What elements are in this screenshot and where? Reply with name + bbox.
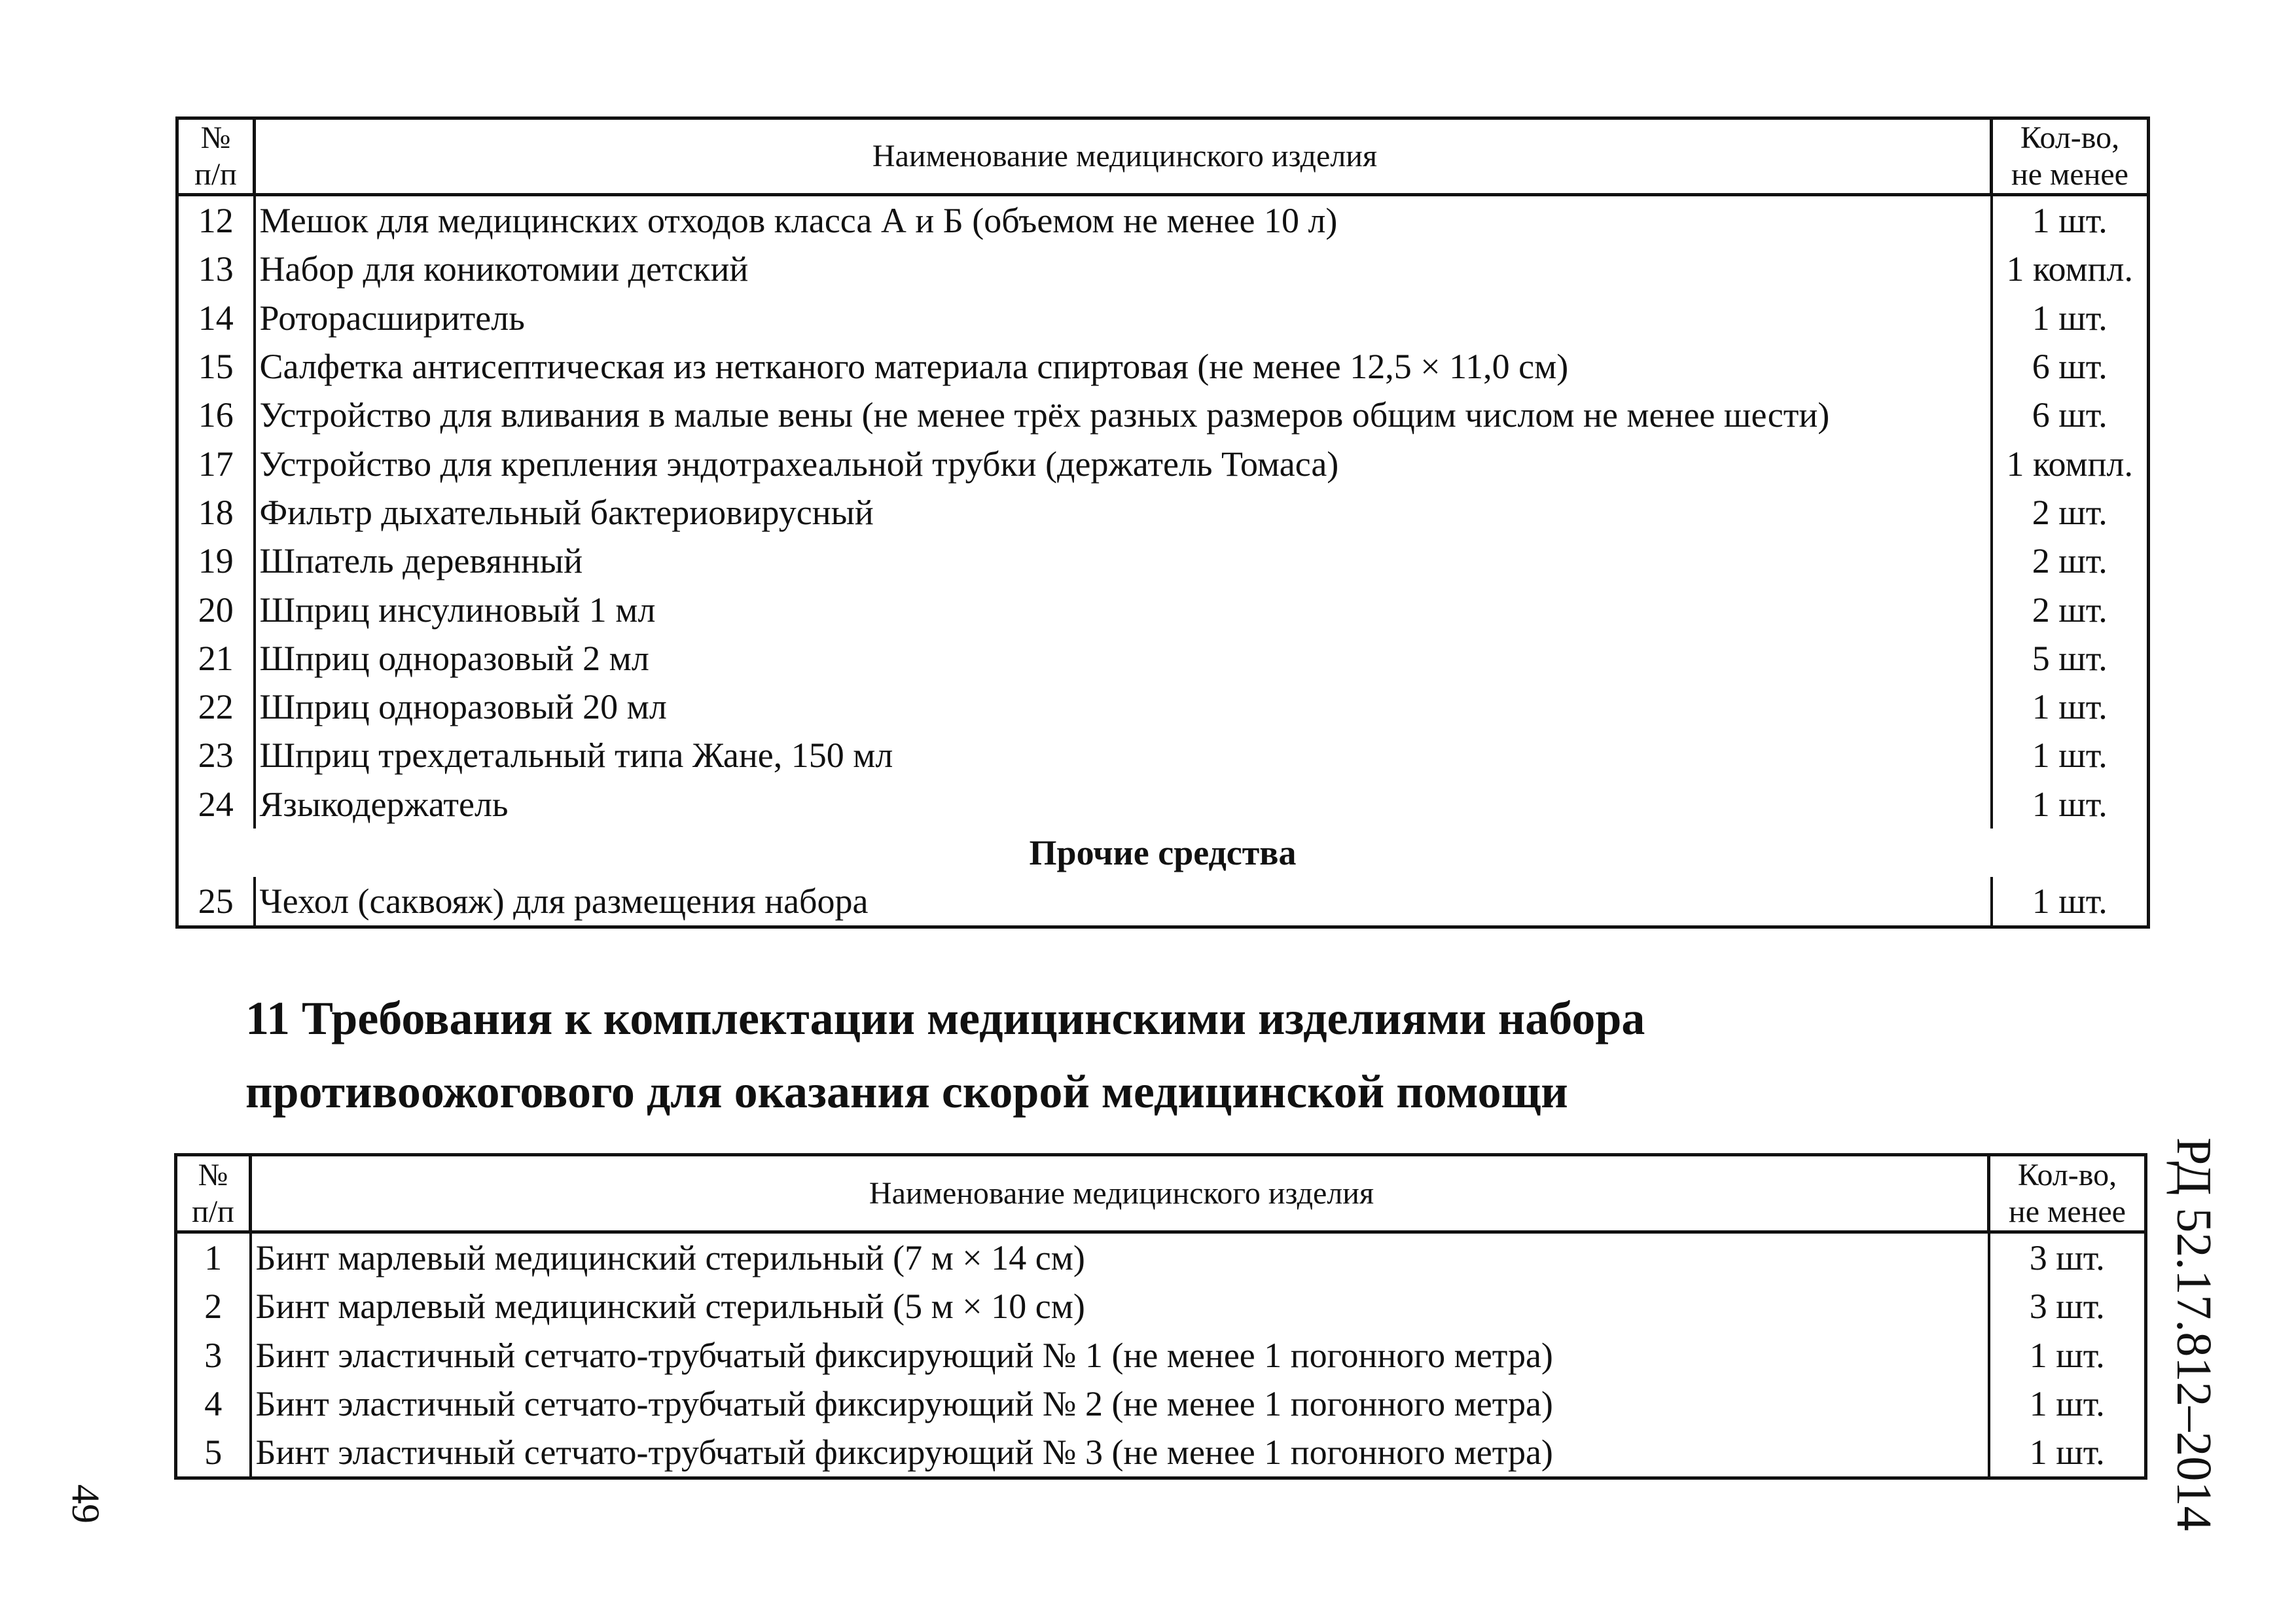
row-number: 24 [177, 780, 255, 829]
row-quantity: 1 шт. [1992, 196, 2149, 245]
row-number: 20 [177, 585, 255, 633]
table-row [176, 1428, 2146, 1478]
row-item-name: Набор для коникотомии детский [255, 245, 1992, 293]
table-row [176, 1380, 2146, 1428]
row-item-name: Шприц инсулиновый 1 мл [255, 585, 1992, 633]
table-row [177, 634, 2149, 683]
row-number: 14 [177, 294, 255, 342]
row-number: 12 [177, 196, 255, 245]
table-header-row [176, 1155, 2146, 1232]
header-item-name: Наименование медицинского изделия [251, 1155, 1989, 1232]
header-number: № п/п [177, 118, 255, 195]
row-item-name: Бинт эластичный сетчато-трубчатый фиксирующий № 2 (не менее 1 погонного метра) [251, 1380, 1989, 1428]
header-quantity: Кол-во, не менее [1989, 1155, 2146, 1232]
document-code: РД 52.17.812–2014 [2166, 1137, 2221, 1531]
row-item-name: Языкодержатель [255, 780, 1992, 829]
row-item-name: Чехол (саквояж) для размещения набора [255, 877, 1992, 927]
row-item-name: Бинт эластичный сетчато-трубчатый фиксирующий № 1 (не менее 1 погонного метра) [251, 1331, 1989, 1380]
row-number: 5 [176, 1428, 251, 1478]
row-quantity: 1 шт. [1992, 877, 2149, 927]
row-item-name: Устройство для вливания в малые вены (не менее трёх разных размеров общим числом не менее шести) [255, 391, 1992, 439]
row-number: 21 [177, 634, 255, 683]
row-number: 17 [177, 439, 255, 488]
section-title: Прочие средства [177, 829, 2149, 877]
page-number: 49 [64, 1484, 107, 1524]
row-quantity: 6 шт. [1992, 391, 2149, 439]
row-item-name: Бинт марлевый медицинский стерильный (7 м × 14 см) [251, 1234, 1989, 1282]
row-item-name: Бинт эластичный сетчато-трубчатый фиксирующий № 3 (не менее 1 погонного метра) [251, 1428, 1989, 1478]
equipment-table-continued [175, 116, 2150, 929]
row-item-name: Шприц одноразовый 20 мл [255, 683, 1992, 731]
row-number: 23 [177, 731, 255, 779]
table-row [177, 439, 2149, 488]
row-quantity: 1 компл. [1992, 439, 2149, 488]
row-quantity: 1 шт. [1989, 1380, 2146, 1428]
table-row [176, 1331, 2146, 1380]
row-item-name: Мешок для медицинских отходов класса А и Б (объемом не менее 10 л) [255, 196, 1992, 245]
table-body [177, 196, 2149, 829]
row-quantity: 1 шт. [1992, 780, 2149, 829]
row-number: 15 [177, 342, 255, 391]
table-row [177, 391, 2149, 439]
table-row [177, 196, 2149, 245]
row-number: 13 [177, 245, 255, 293]
row-number: 25 [177, 877, 255, 927]
row-number: 2 [176, 1282, 251, 1330]
header-number: № п/п [176, 1155, 251, 1232]
table-row [177, 342, 2149, 391]
table-row [177, 537, 2149, 585]
row-item-name: Фильтр дыхательный бактериовирусный [255, 488, 1992, 537]
row-item-name: Шпатель деревянный [255, 537, 1992, 585]
row-quantity: 1 шт. [1989, 1428, 2146, 1478]
row-number: 16 [177, 391, 255, 439]
table-row [177, 294, 2149, 342]
row-quantity: 1 компл. [1992, 245, 2149, 293]
table-body [176, 1234, 2146, 1478]
row-quantity: 1 шт. [1992, 294, 2149, 342]
table-row [177, 585, 2149, 633]
row-item-name: Бинт марлевый медицинский стерильный (5 м × 10 см) [251, 1282, 1989, 1330]
row-item-name: Роторасширитель [255, 294, 1992, 342]
table-row [176, 1234, 2146, 1282]
row-quantity: 5 шт. [1992, 634, 2149, 683]
section-row [177, 829, 2149, 877]
row-quantity: 2 шт. [1992, 585, 2149, 633]
row-quantity: 2 шт. [1992, 488, 2149, 537]
table-row [177, 245, 2149, 293]
row-number: 18 [177, 488, 255, 537]
row-quantity: 3 шт. [1989, 1282, 2146, 1330]
row-quantity: 6 шт. [1992, 342, 2149, 391]
row-number: 19 [177, 537, 255, 585]
header-item-name: Наименование медицинского изделия [255, 118, 1992, 195]
table-header-row [177, 118, 2149, 195]
row-number: 3 [176, 1331, 251, 1380]
row-number: 4 [176, 1380, 251, 1428]
table-row [177, 877, 2149, 927]
row-number: 22 [177, 683, 255, 731]
row-item-name: Салфетка антисептическая из нетканого материала спиртовая (не менее 12,5 × 11,0 см) [255, 342, 1992, 391]
row-number: 1 [176, 1234, 251, 1282]
row-item-name: Шприц одноразовый 2 мл [255, 634, 1992, 683]
row-quantity: 2 шт. [1992, 537, 2149, 585]
row-quantity: 3 шт. [1989, 1234, 2146, 1282]
burn-kit-equipment-table [174, 1153, 2147, 1480]
row-quantity: 1 шт. [1992, 731, 2149, 779]
table-row [177, 488, 2149, 537]
table-row [176, 1282, 2146, 1330]
section-heading: 11 Требования к комплектации медицинскими изделиями набора противоожогового для оказания скорой медицинской помощи [245, 992, 1645, 1118]
row-quantity: 1 шт. [1992, 683, 2149, 731]
header-quantity: Кол-во, не менее [1992, 118, 2149, 195]
row-quantity: 1 шт. [1989, 1331, 2146, 1380]
row-item-name: Шприц трехдетальный типа Жане, 150 мл [255, 731, 1992, 779]
table-row [177, 731, 2149, 779]
table-row [177, 683, 2149, 731]
table-row [177, 780, 2149, 829]
row-item-name: Устройство для крепления эндотрахеальной трубки (держатель Томаса) [255, 439, 1992, 488]
